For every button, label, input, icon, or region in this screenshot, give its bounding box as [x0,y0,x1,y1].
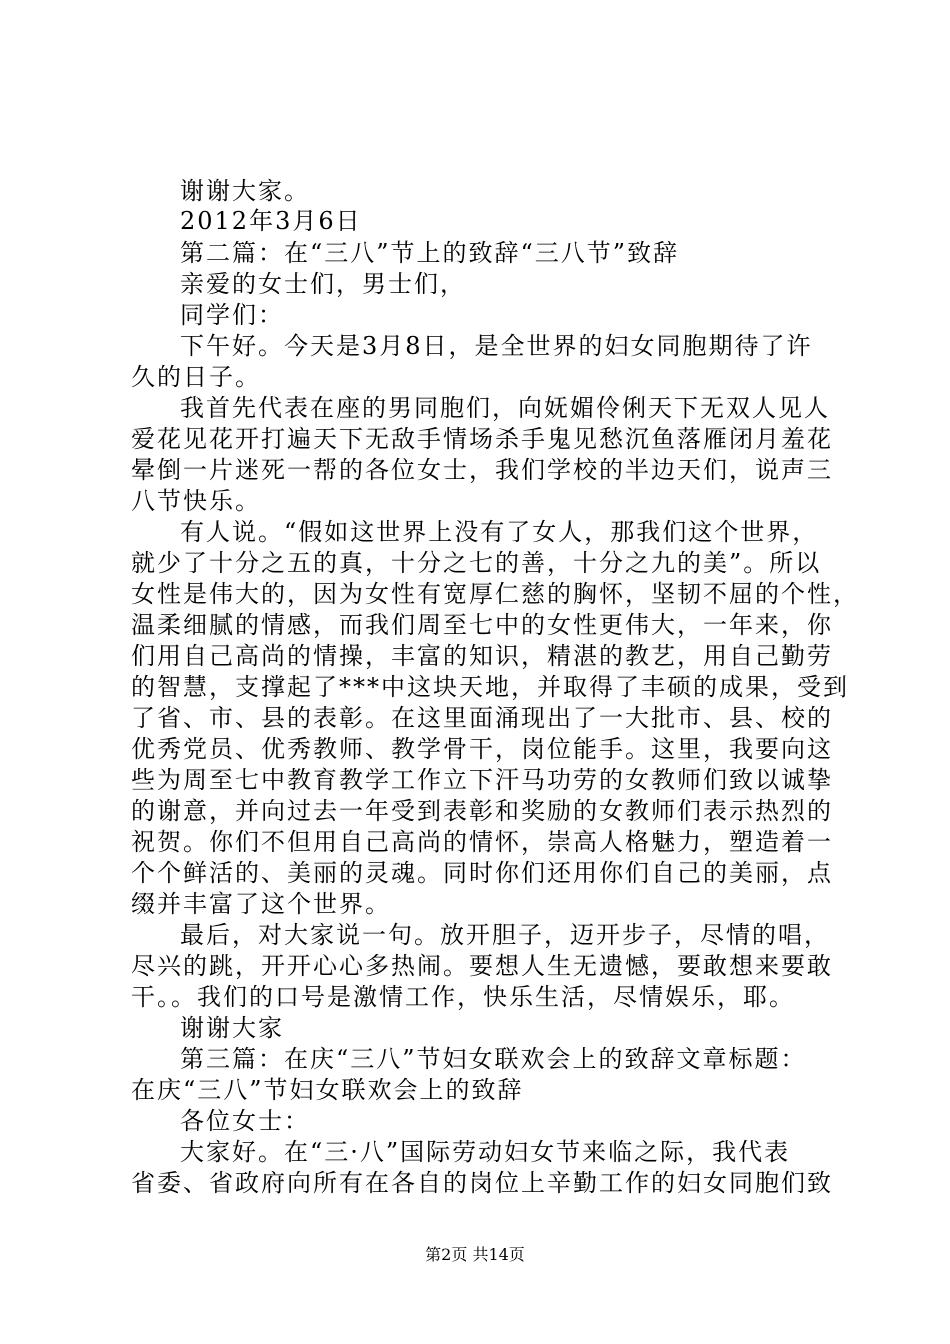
text-line-21: 的谢意，并向过去一年受到表彰和奖励的女教师们表示热烈的 [131,797,833,825]
text-line-2: 2012年3月6日 [180,207,362,235]
text-line-23: 个个鲜活的、美丽的灵魂。同时你们还用你们自己的美丽，点 [131,859,833,887]
text-line-5: 同学们： [180,301,284,329]
text-line-4: 亲爱的女士们，男士们， [180,270,466,298]
text-line-3: 第二篇：在“三八”节上的致辞“三八节”致辞 [180,239,680,267]
text-line-32: 大家好。在“三·八”国际劳动妇女节来临之际，我代表 [180,1138,791,1166]
text-line-30: 在庆“三八”节妇女联欢会上的致辞 [131,1076,524,1104]
page-number-footer: 第2页 共14页 [425,1245,525,1264]
text-line-18: 了省、市、县的表彰。在这里面涌现出了一大批市、县、校的 [131,704,833,732]
text-line-17: 的智慧，支撑起了***中这块天地，并取得了丰硕的成果，受到 [131,673,849,701]
text-line-10: 晕倒一片迷死一帮的各位女士，我们学校的半边天们，说声三 [131,456,833,484]
text-line-24: 缀并丰富了这个世界。 [131,890,391,918]
text-line-1: 谢谢大家。 [180,177,310,205]
text-line-33: 省委、省政府向所有在各自的岗位上辛勤工作的妇女同胞们致 [131,1169,833,1197]
text-line-16: 们用自己高尚的情操，丰富的知识，精湛的教艺，用自己勤劳 [131,642,833,670]
text-line-27: 干。。我们的口号是激情工作，快乐生活，尽情娱乐，耶。 [131,983,795,1011]
text-line-22: 祝贺。你们不但用自己高尚的情怀，崇高人格魅力，塑造着一 [131,828,833,856]
text-line-29: 第三篇：在庆“三八”节妇女联欢会上的致辞文章标题： [180,1045,807,1073]
text-line-13: 就少了十分之五的真，十分之七的善，十分之九的美”。所以 [131,549,822,577]
text-line-12: 有人说。“假如这世界上没有了女人，那我们这个世界， [180,518,819,546]
text-line-31: 各位女士： [180,1107,310,1135]
text-line-8: 我首先代表在座的男同胞们，向妩媚伶俐天下无双人见人 [180,394,830,422]
text-line-26: 尽兴的跳，开开心心多热闹。要想人生无遗憾，要敢想来要敢 [131,952,833,980]
text-line-25: 最后，对大家说一句。放开胆子，迈开步子，尽情的唱， [180,921,830,949]
text-line-28: 谢谢大家 [180,1014,284,1042]
text-line-11: 八节快乐。 [131,487,261,515]
text-line-20: 些为周至七中教育教学工作立下汗马功劳的女教师们致以诚挚 [131,766,833,794]
text-line-6: 下午好。今天是3月8日，是全世界的妇女同胞期待了许 [180,332,813,360]
text-line-19: 优秀党员、优秀教师、教学骨干，岗位能手。这里，我要向这 [131,735,833,763]
text-line-9: 爱花见花开打遍天下无敌手情场杀手鬼见愁沉鱼落雁闭月羞花 [131,425,833,453]
text-line-7: 久的日子。 [131,363,261,391]
text-line-15: 温柔细腻的情感，而我们周至七中的女性更伟大，一年来，你 [131,611,833,639]
text-line-14: 女性是伟大的，因为女性有宽厚仁慈的胸怀，坚韧不屈的个性， [131,580,859,608]
